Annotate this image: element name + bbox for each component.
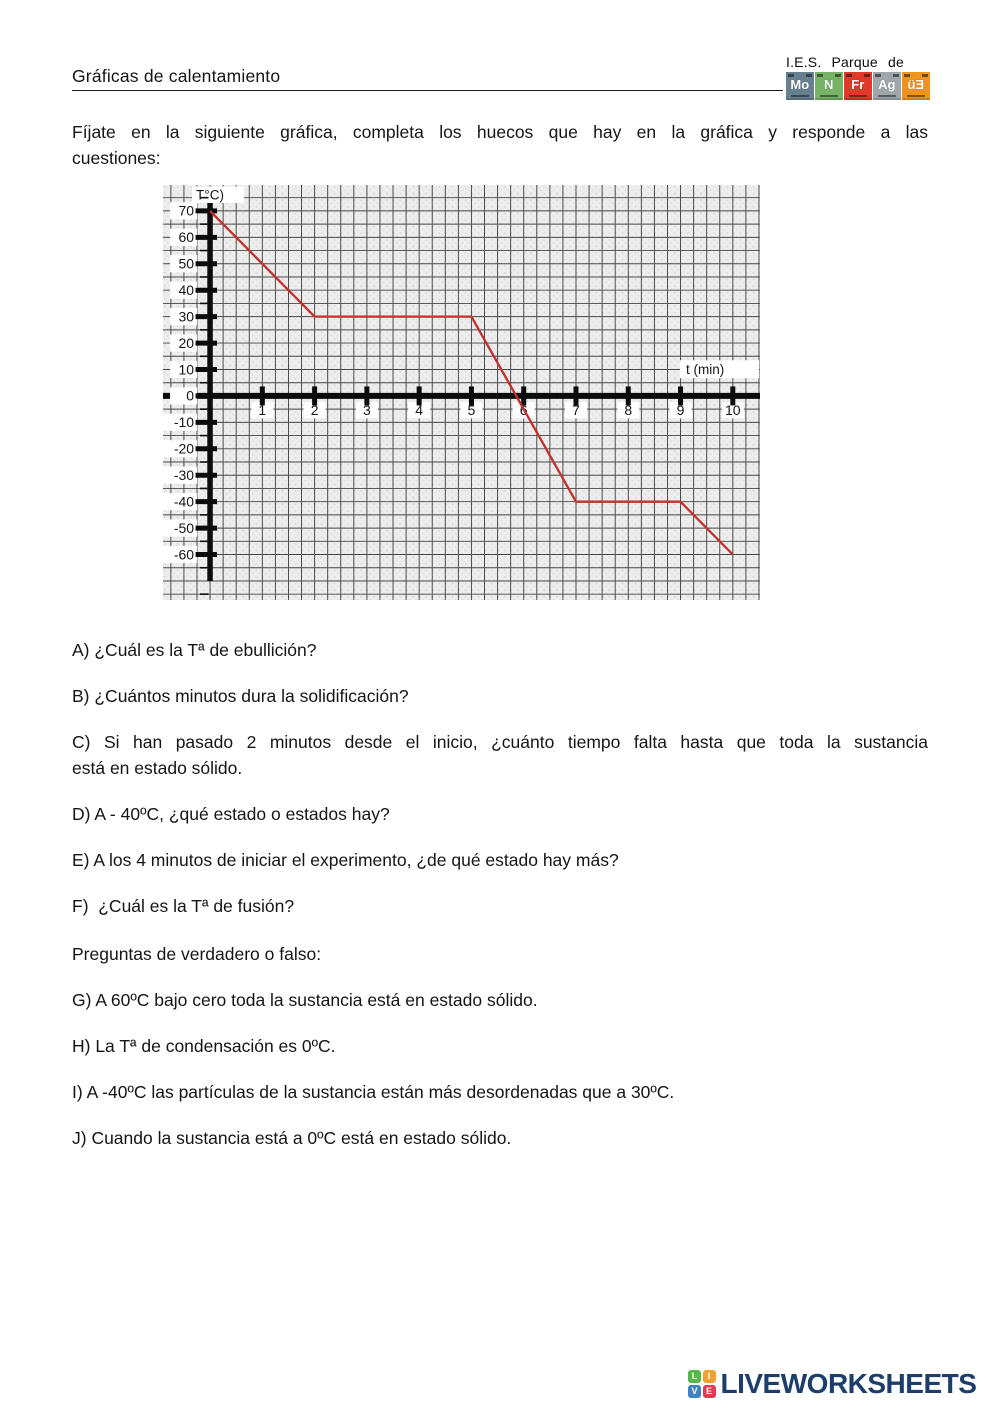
question-i: I) A -40ºC las partículas de la sustancia están más desordenadas que a 30ºC. xyxy=(72,1082,675,1102)
element-tile-Mo: Mo xyxy=(786,72,814,100)
question-b: B) ¿Cuántos minutos dura la solidificación? xyxy=(72,686,409,706)
y-axis-label: T°C) xyxy=(196,187,224,203)
svg-text:20: 20 xyxy=(178,334,195,351)
intro-line-2: cuestiones: xyxy=(72,148,161,168)
svg-text:9: 9 xyxy=(676,401,685,418)
svg-text:40: 40 xyxy=(178,282,195,299)
intro-line-1: Fíjate en la siguiente gráfica, completa los huecos que hay en la gráfica y responde a las xyxy=(72,122,928,142)
school-logo xyxy=(786,54,934,100)
true-false-heading: Preguntas de verdadero o falso: xyxy=(72,944,322,964)
liveworksheets-footer xyxy=(688,1368,976,1400)
question-d: D) A - 40ºC, ¿qué estado o estados hay? xyxy=(72,804,390,824)
question-f: F) ¿Cuál es la Tª de fusión? xyxy=(72,896,295,916)
periodic-element-tiles xyxy=(786,72,934,100)
school-name: I.E.S. Parque de xyxy=(786,54,904,70)
svg-text:-60: -60 xyxy=(173,546,195,563)
svg-text:-50: -50 xyxy=(173,519,195,536)
question-h: H) La Tª de condensación es 0ºC. xyxy=(72,1036,336,1056)
question-j: J) Cuando la sustancia está a 0ºC está en estado sólido. xyxy=(72,1128,512,1148)
svg-text:10: 10 xyxy=(178,361,195,378)
svg-text:70: 70 xyxy=(178,202,195,219)
element-tile-Fr: Fr xyxy=(844,72,872,100)
svg-text:30: 30 xyxy=(178,308,195,325)
liveworksheets-tile-V: V xyxy=(688,1385,701,1398)
element-tile-N: N xyxy=(815,72,843,100)
question-e: E) A los 4 minutos de iniciar el experimento, ¿de qué estado hay más? xyxy=(72,850,619,870)
question-g: G) A 60ºC bajo cero toda la sustancia está en estado sólido. xyxy=(72,990,538,1010)
liveworksheets-tile-L: L xyxy=(688,1370,701,1383)
svg-text:2: 2 xyxy=(310,401,319,418)
cooling-curve-svg xyxy=(163,185,760,600)
svg-text:-10: -10 xyxy=(173,414,195,431)
title-underline xyxy=(72,90,783,91)
element-tile-Ag: Ag xyxy=(873,72,901,100)
svg-text:0: 0 xyxy=(186,387,195,404)
svg-text:4: 4 xyxy=(415,401,424,418)
svg-text:-40: -40 xyxy=(173,493,195,510)
heating-curve-chart xyxy=(163,185,760,600)
svg-text:50: 50 xyxy=(178,255,195,272)
svg-text:10: 10 xyxy=(725,401,741,418)
liveworksheets-brand: LIVEWORKSHEETS xyxy=(720,1368,977,1399)
page-title: Gráficas de calentamiento xyxy=(72,66,281,86)
svg-text:8: 8 xyxy=(624,401,633,418)
x-axis-label: t (min) xyxy=(686,361,725,377)
liveworksheets-logo-icon xyxy=(688,1370,716,1398)
liveworksheets-tile-E: E xyxy=(703,1385,716,1398)
question-c-line1: C) Si han pasado 2 minutos desde el inicio, ¿cuánto tiempo falta hasta que toda la sustancia xyxy=(72,732,928,752)
svg-text:3: 3 xyxy=(362,401,371,418)
question-a: A) ¿Cuál es la Tª de ebullición? xyxy=(72,640,317,660)
svg-text:-20: -20 xyxy=(173,440,195,457)
liveworksheets-tile-I: I xyxy=(703,1370,716,1383)
svg-text:60: 60 xyxy=(178,229,195,246)
svg-text:-30: -30 xyxy=(173,467,195,484)
element-tile-üƎ: üƎ xyxy=(902,72,930,100)
svg-text:7: 7 xyxy=(572,401,580,418)
svg-text:5: 5 xyxy=(467,401,476,418)
svg-text:6: 6 xyxy=(519,401,528,418)
question-c-line2: está en estado sólido. xyxy=(72,758,243,778)
svg-text:1: 1 xyxy=(258,401,267,418)
